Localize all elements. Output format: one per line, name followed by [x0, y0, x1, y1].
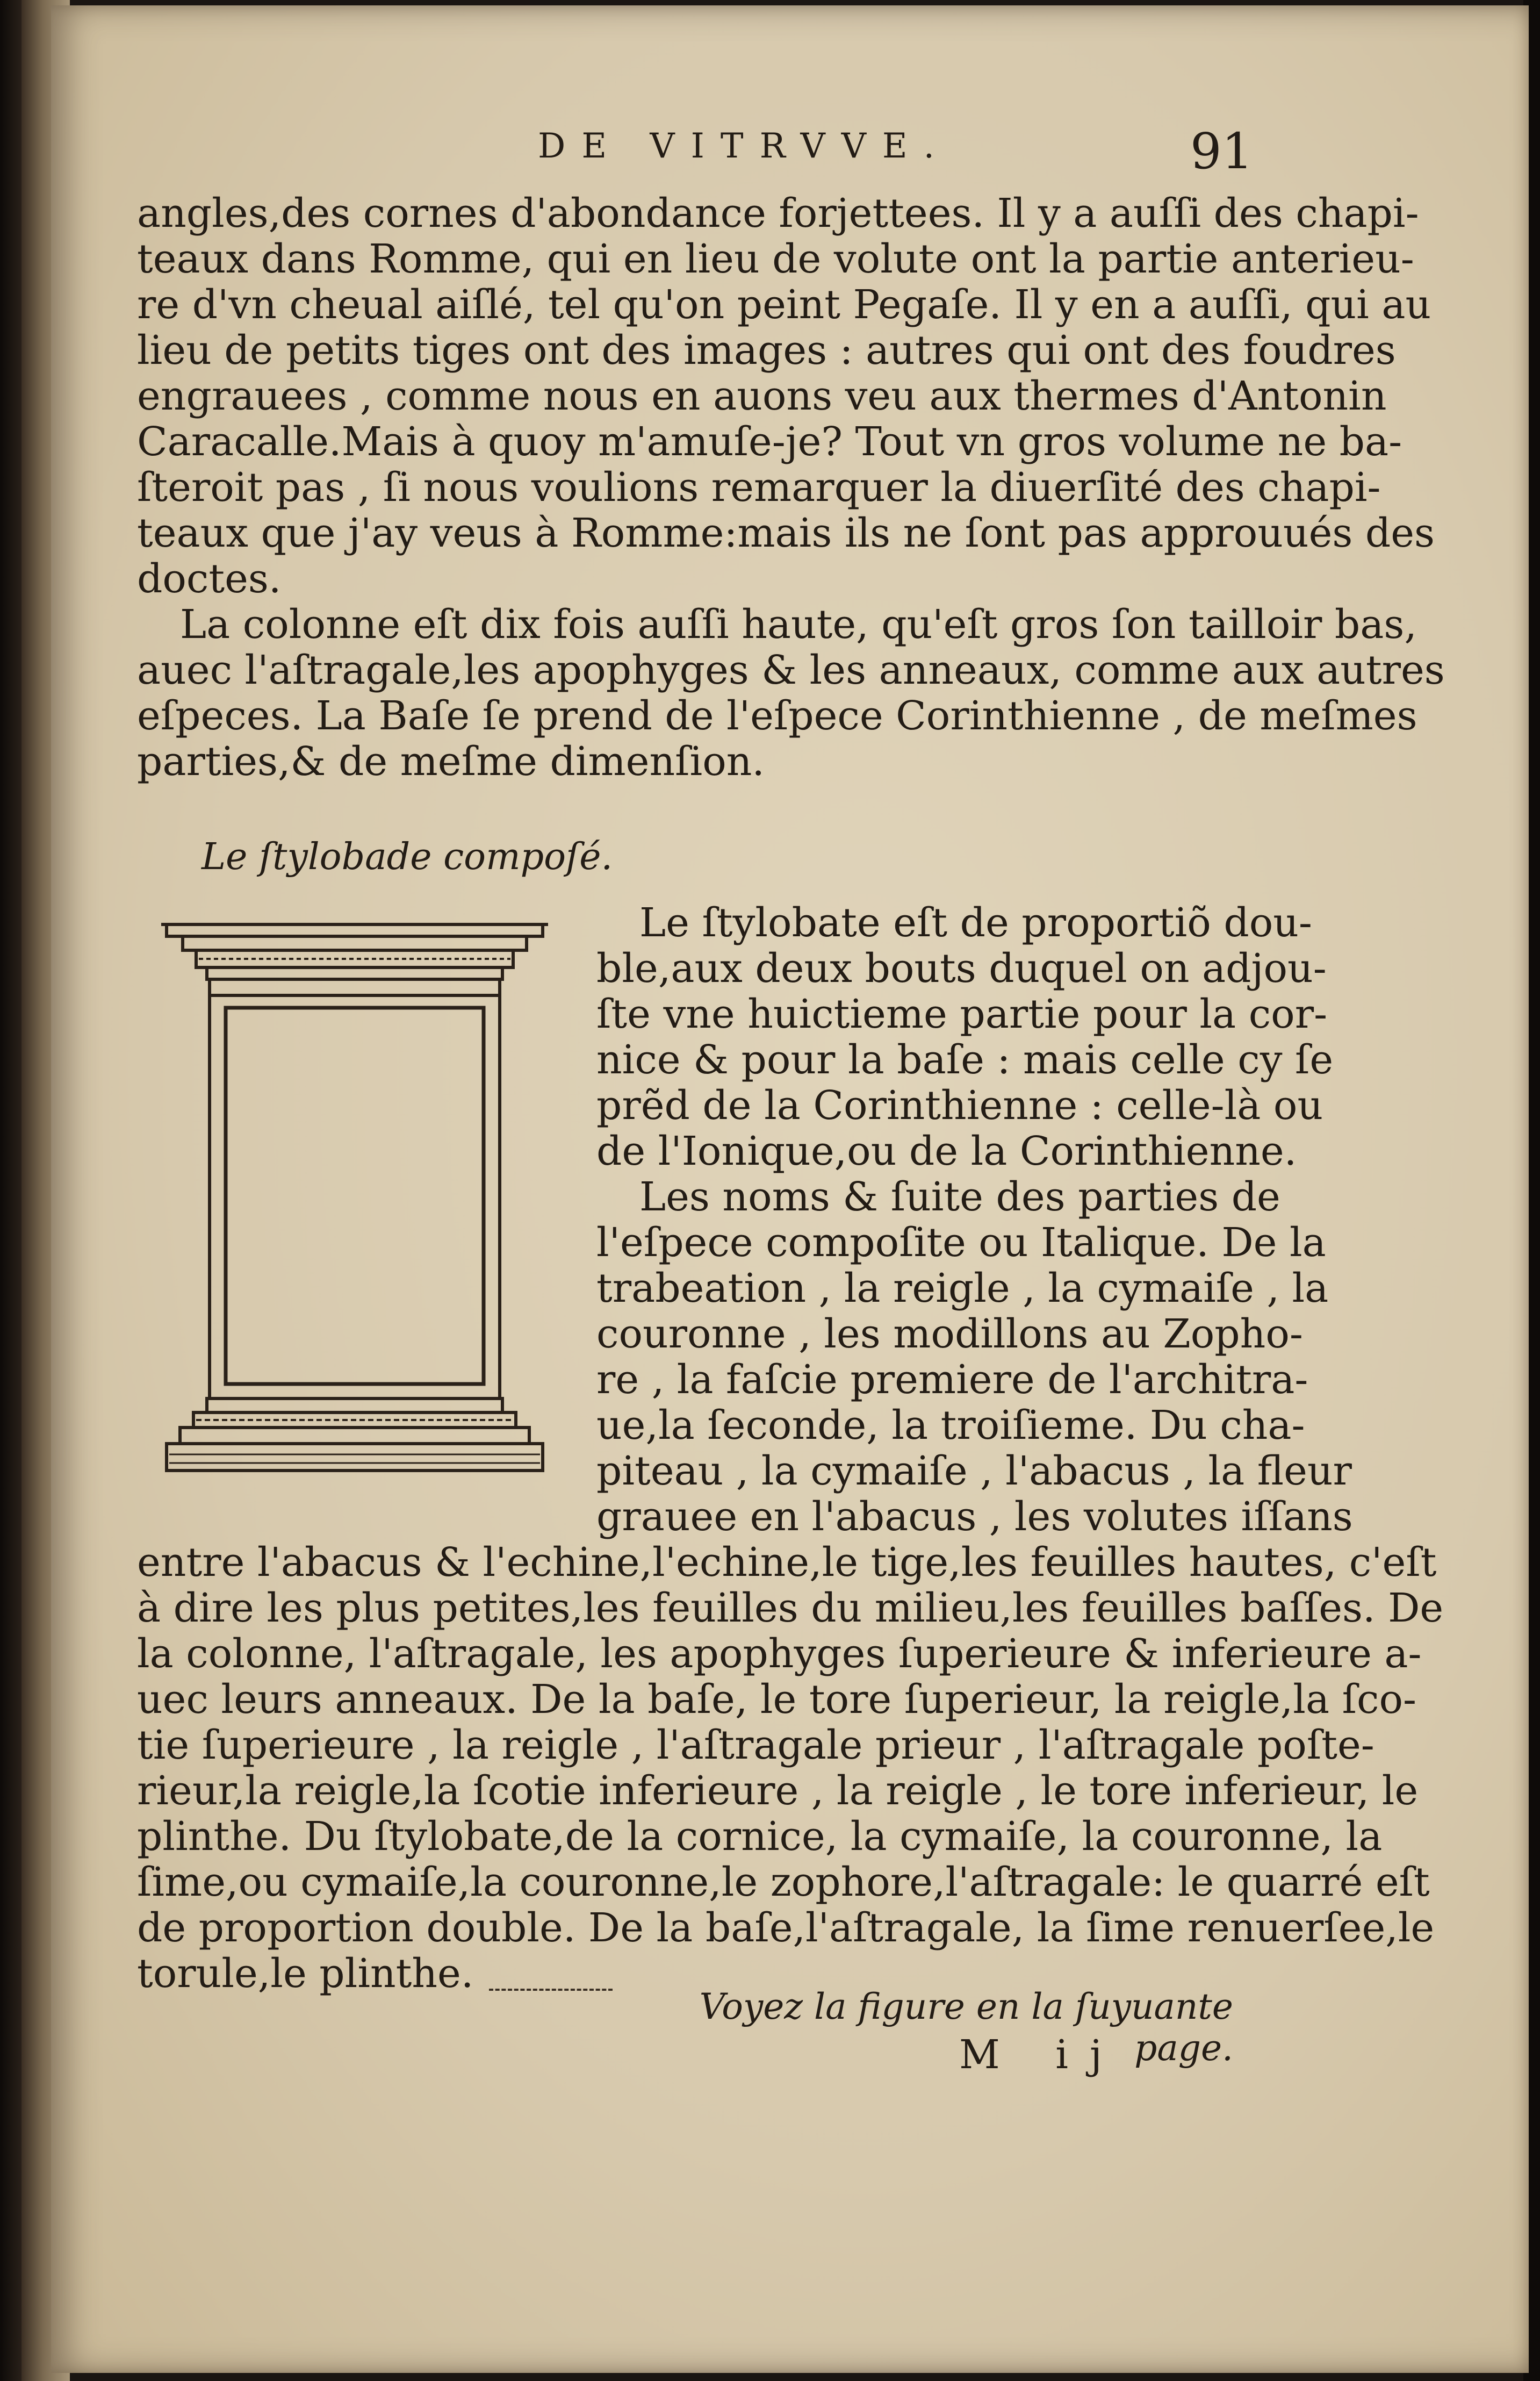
- signature-mark: M ij: [959, 2032, 1124, 2078]
- text-line: piteau , la cymaiſe , l'abacus , la fleur: [596, 1448, 1352, 1494]
- text-line: ble,aux deux bouts duquel on adjou-: [596, 945, 1327, 992]
- text-line: Le ſtylobate eſt de proportiõ dou-: [639, 900, 1312, 946]
- text-line: uec leurs anneaux. De la baſe, le tore ſuperieur, la reigle,la ſco-: [137, 1676, 1417, 1723]
- text-line: teaux que j'ay veus à Romme:mais ils ne ſont pas approuués des: [137, 510, 1435, 556]
- text-line: ſte vne huictieme partie pour la cor-: [596, 991, 1328, 1037]
- text-line: doctes.: [137, 556, 282, 602]
- text-line: re d'vn cheual aiſlé, tel qu'on peint Pegaſe. Il y en a auſſi, qui au: [137, 282, 1431, 328]
- text-line: rieur,la reigle,la ſcotie inferieure , la reigle , le tore inferieur, le: [137, 1768, 1419, 1814]
- text-line: à dire les plus petites,les feuilles du milieu,les feuilles baſſes. De: [137, 1585, 1444, 1631]
- text-line: Les noms & ſuite des parties de: [639, 1174, 1280, 1220]
- text-line: engrauees , comme nous en auons veu aux thermes d'Antonin: [137, 373, 1387, 419]
- text-line: tie ſuperieure , la reigle , l'aſtragale prieur , l'aſtragale poſte-: [137, 1722, 1375, 1768]
- figure-caption: Le ſtylobade compoſé.: [202, 836, 613, 878]
- text-line: grauee en l'abacus , les volutes iſſans: [596, 1494, 1353, 1540]
- text-line: Caracalle.Mais à quoy m'amuſe-je? Tout vn gros volume ne ba-: [137, 419, 1402, 465]
- text-line: auec l'aſtragale,les apophyges & les anneaux, comme aux autres: [137, 647, 1445, 693]
- text-line: ue,la ſeconde, la troiſieme. Du cha-: [596, 1402, 1305, 1448]
- text-line: ſteroit pas , ſi nous voulions remarquer la diuerſité des chapi-: [137, 464, 1381, 511]
- running-head: DE VITRVVE.: [538, 126, 951, 166]
- text-line: la colonne, l'aſtragale, les apophyges ſuperieure & inferieure a-: [137, 1631, 1422, 1677]
- text-line: de proportion double. De la baſe,l'aſtragale, la ſime renuerſee,le: [137, 1905, 1435, 1951]
- text-line: trabeation , la reigle , la cymaiſe , la: [596, 1265, 1329, 1311]
- text-line: couronne , les modillons au Zopho-: [596, 1311, 1303, 1357]
- text-line: plinthe. Du ſtylobate,de la cornice, la cymaiſe, la couronne, la: [137, 1813, 1383, 1860]
- text-line: eſpeces. La Baſe ſe prend de l'eſpece Corinthienne , de meſmes: [137, 693, 1417, 739]
- decorative-dash-rule: [489, 1989, 613, 1991]
- text-line: torule,le plinthe.: [137, 1950, 474, 1997]
- text-line: l'eſpece compoſite ou Italique. De la: [596, 1220, 1326, 1266]
- text-line: La colonne eſt dix fois auſſi haute, qu'eſt gros ſon tailloir bas,: [180, 601, 1417, 648]
- text-line: prẽd de la Corinthienne : celle-là ou: [596, 1082, 1323, 1129]
- text-line: nice & pour la baſe : mais celle cy ſe: [596, 1037, 1334, 1083]
- book-page: [51, 5, 1529, 2373]
- text-line: lieu de petits tiges ont des images : autres qui ont des foudres: [137, 327, 1396, 374]
- text-line: entre l'abacus & l'echine,l'echine,le tige,les feuilles hautes, c'eſt: [137, 1539, 1437, 1586]
- page-number: 91: [1190, 123, 1254, 180]
- stylobate-woodcut-illustration: [156, 914, 575, 1510]
- text-line: re , la faſcie premiere de l'architra-: [596, 1357, 1308, 1403]
- text-line: de l'Ionique,ou de la Corinthienne.: [596, 1128, 1297, 1174]
- text-line: ſime,ou cymaiſe,la couronne,le zophore,l'aſtragale: le quarré eſt: [137, 1859, 1430, 1905]
- see-next-page-note: Voyez la figure en la ſuyuante page.: [699, 1986, 1233, 2069]
- text-line: teaux dans Romme, qui en lieu de volute ont la partie anterieu-: [137, 236, 1414, 282]
- text-line: angles,des cornes d'abondance forjettees. Il y a auſſi des chapi-: [137, 190, 1419, 236]
- text-line: parties,& de meſme dimenſion.: [137, 738, 765, 785]
